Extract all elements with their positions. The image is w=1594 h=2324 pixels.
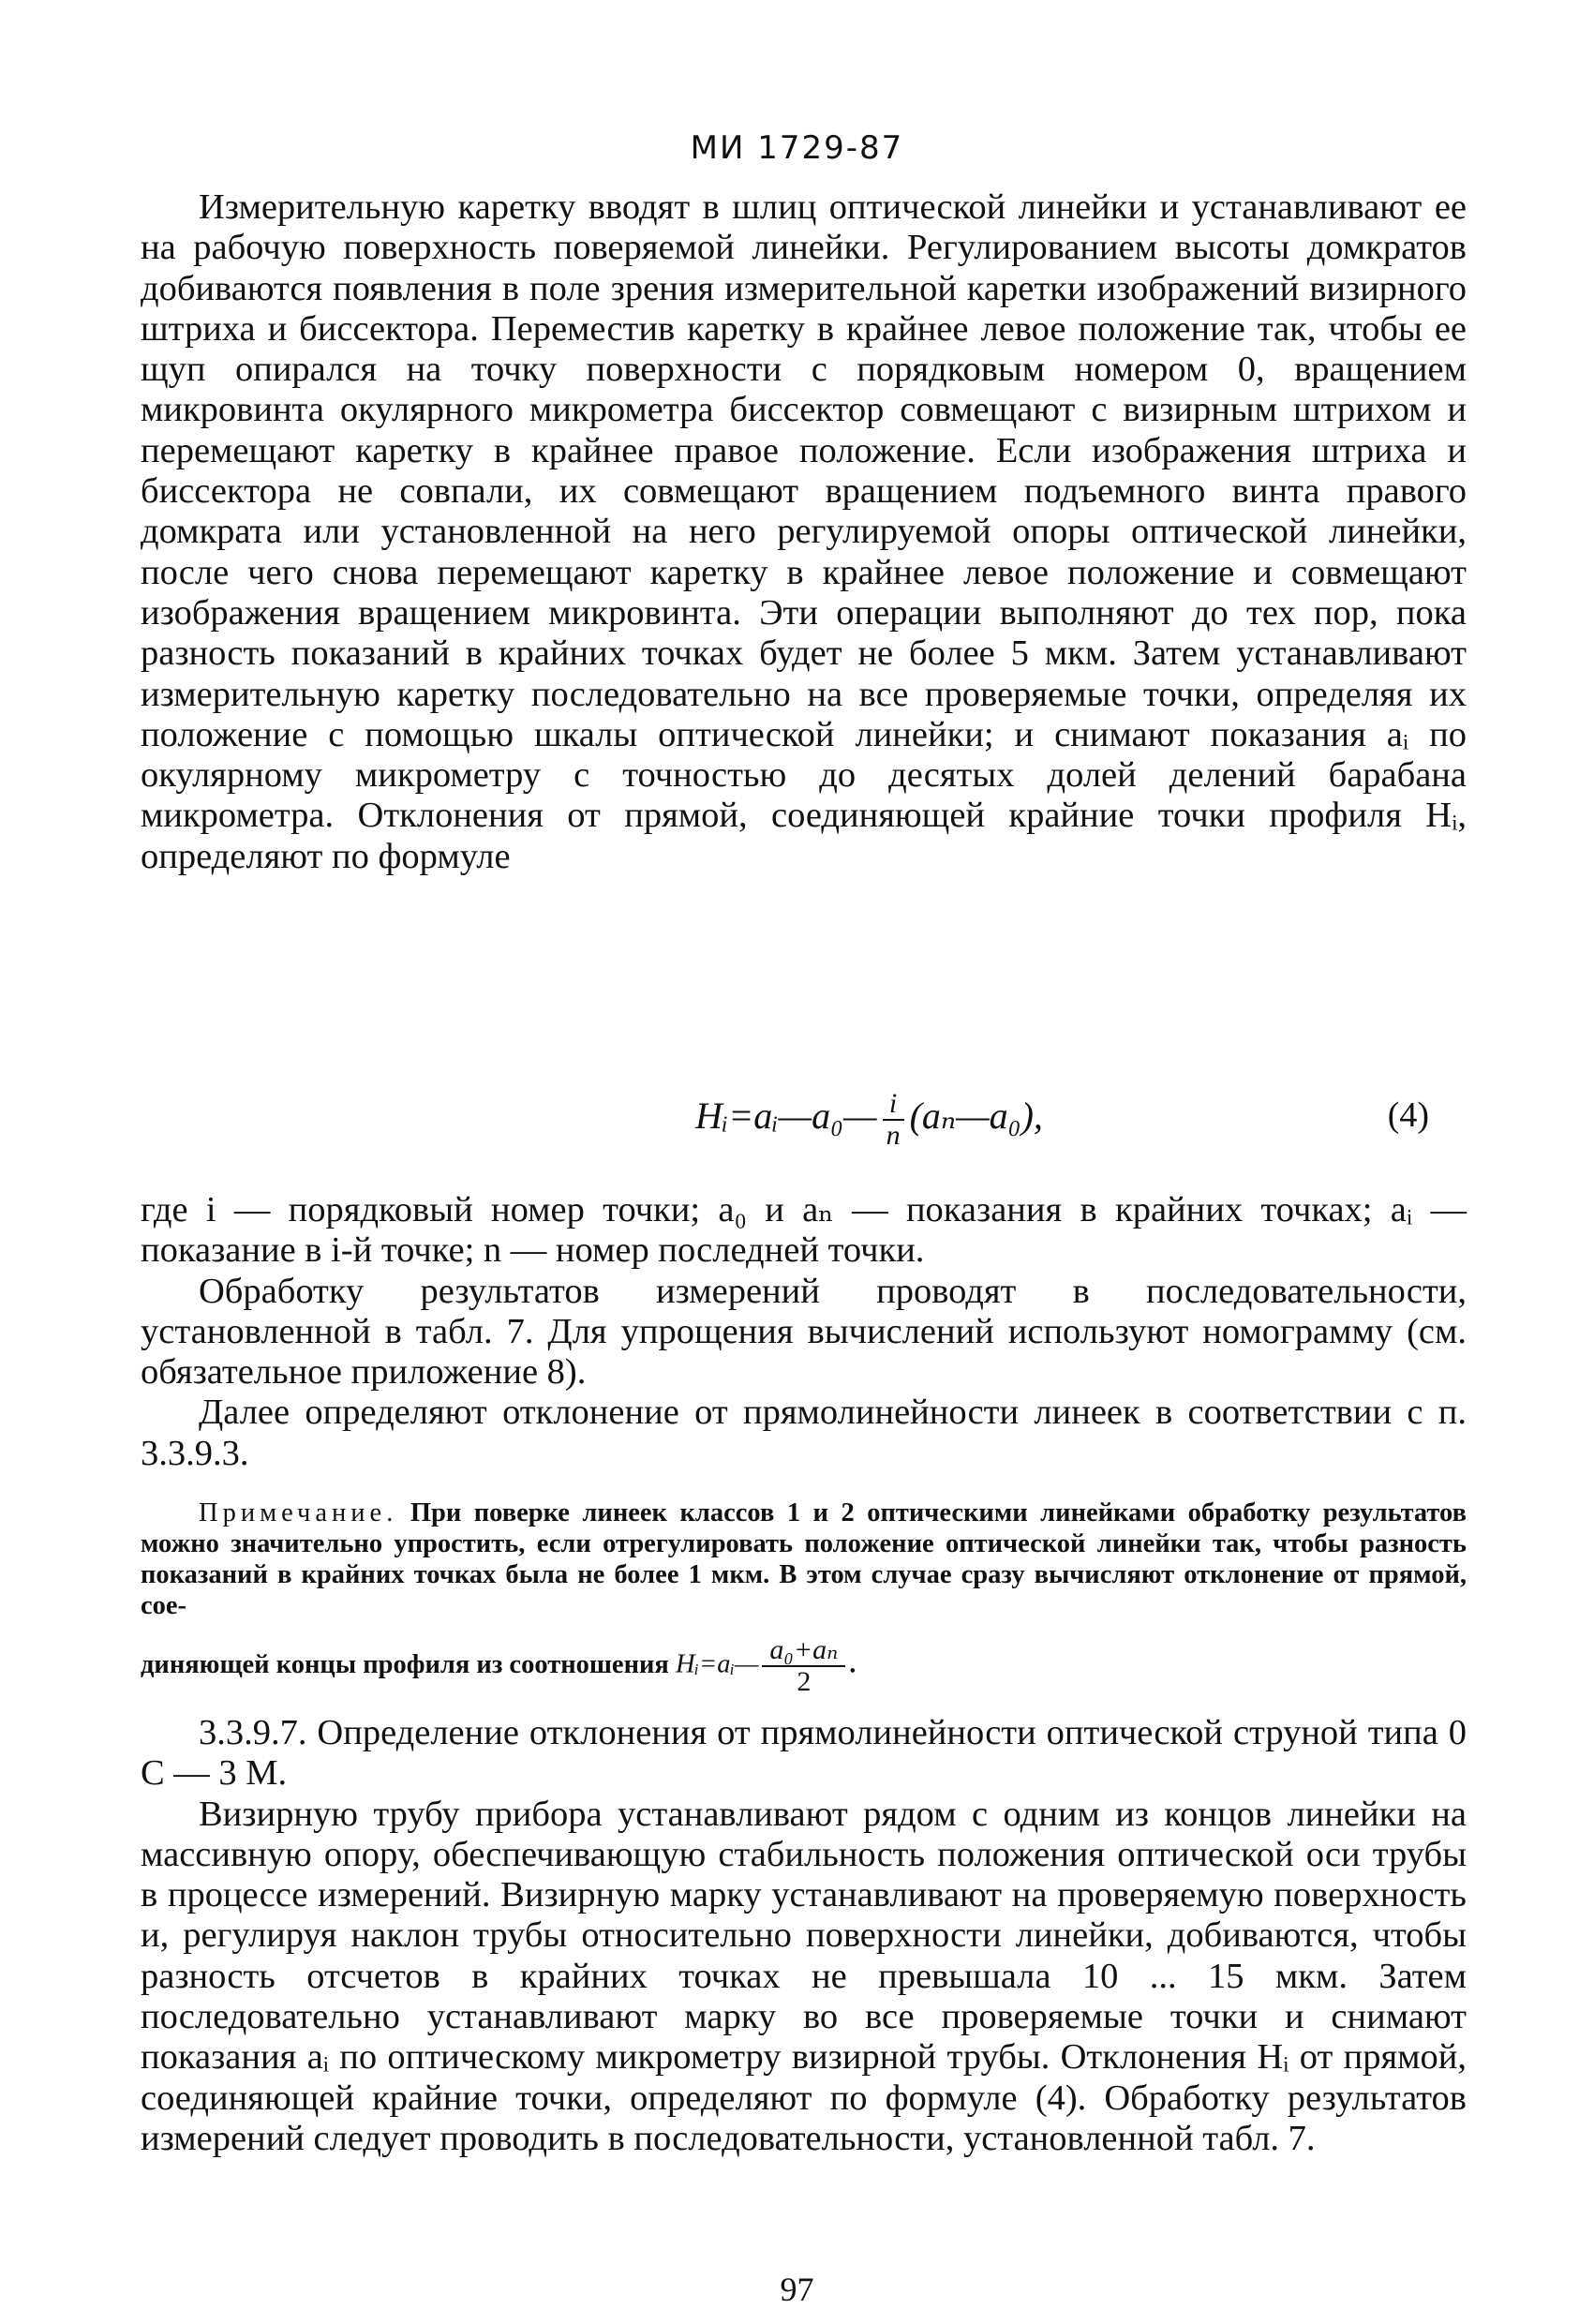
formula-expression	[695, 1089, 1043, 1151]
document-header: МИ 1729-87	[690, 129, 904, 167]
where-definitions: где i — порядковый номер точки; a₀ и aₙ — показания в крайних точках; aᵢ — показание в i-й точке; n — номер последней точки.	[141, 1190, 1467, 1271]
note-label: Примечание.	[199, 1498, 398, 1527]
equation-number: (4)	[1387, 1095, 1429, 1135]
note-fraction-numerator: a₀+aₙ	[762, 1635, 845, 1667]
paragraph-procedure: Измерительную каретку вводят в шлиц оптической линейки и устанавливают ее на рабочую поверхность поверяемой линейки. Регулированием высоты домкратов добиваются появления в поле зрения измерительной каретки изображений визирного штриха и биссектора. Переместив каретку в крайнее левое положение так, чтобы ее щуп опирался на точку поверхности с порядковым номером 0, вращением микровинта окулярного микрометра биссектор совмещают с визирным штрихом и перемещают каретку в крайнее правое положение. Если изображения штриха и биссектора не совпали, их совмещают вращением подъемного винта правого домкрата или установленной на него регулируемой опоры оптической линейки, после чего снова перемещают каретку в крайнее левое положение и совмещают изображения вращением микровинта. Эти операции выполняют до тех пор, пока разность показаний в крайних точках будет не более 5 мкм. Затем устанавливают измерительную каретку последовательно на все проверяемые точки, определяя их положение с помощью шкалы оптической линейки; и снимают показания aᵢ по окулярному микрометру с точностью до десятых долей делений барабана микрометра. Отклонения от прямой, соединяющей крайние точки профиля Hᵢ, определяют по формуле	[141, 187, 1467, 876]
formula-fraction	[883, 1089, 904, 1151]
section-block	[141, 1713, 1467, 2159]
note-fraction-denominator: 2	[797, 1666, 812, 1697]
section-heading: 3.3.9.7. Определение отклонения от прямолинейности оптической струной типа 0 С — 3 М.	[141, 1713, 1467, 1794]
formula-rhs: (aₙ—a₀),	[909, 1095, 1043, 1138]
paragraph-optical-string: Визирную трубу прибора устанавливают рядом с одним из концов линейки на массивную опору, обеспечивающую стабильность положения оптической оси трубы в процессе измерений. Визирную марку устанавливают на проверяемую поверхность и, регулируя наклон трубы относительно поверхности линейки, добиваются, чтобы разность отсчетов в крайних точках не превышала 10 ... 15 мкм. Затем последовательно устанавливают марку во все проверяемые точки и снимают показания aᵢ по оптическому микрометру визирной трубы. Отклонения Hᵢ от прямой, соединяющей крайние точки, определяют по формуле (4). Обработку результатов измерений следует проводить в последовательности, установленной табл. 7.	[141, 1794, 1467, 2158]
note-text: При поверке линеек классов 1 и 2 оптическими линейками обработку результатов можно значительно упростить, если отрегулировать положение оптической линейки так, чтобы разность показаний в крайних точках была не более 1 мкм. В этом случае сразу вычисляют отклонение от прямой, сое-	[141, 1498, 1467, 1620]
note-block	[141, 1497, 1467, 1621]
formula-lhs: Hᵢ=aᵢ—a₀—	[695, 1095, 877, 1138]
fraction-denominator: n	[886, 1120, 901, 1151]
fraction-numerator: i	[883, 1089, 904, 1121]
note-paragraph	[141, 1497, 1467, 1621]
paragraph-processing: Обработку результатов измерений проводят в последовательности, установленной в табл. 7. Для упрощения вычислений используют номограмму (см. обязательное приложение 8).	[141, 1271, 1467, 1393]
note-formula-end: .	[849, 1649, 857, 1679]
body-text-block	[141, 187, 1467, 877]
note-formula-fraction	[762, 1635, 845, 1697]
note-formula-prefix: диняющей концы профиля из соотношения	[141, 1649, 669, 1679]
formula-4	[141, 1089, 1467, 1155]
note-formula	[141, 1635, 1467, 1701]
note-formula-lhs: Hᵢ=aᵢ—	[675, 1649, 759, 1679]
paragraph-deviation: Далее определяют отклонение от прямолинейности линеек в соответствии с п. 3.3.9.3.	[141, 1393, 1467, 1473]
explanation-block	[141, 1190, 1467, 1474]
page-number: 97	[780, 2271, 814, 2308]
